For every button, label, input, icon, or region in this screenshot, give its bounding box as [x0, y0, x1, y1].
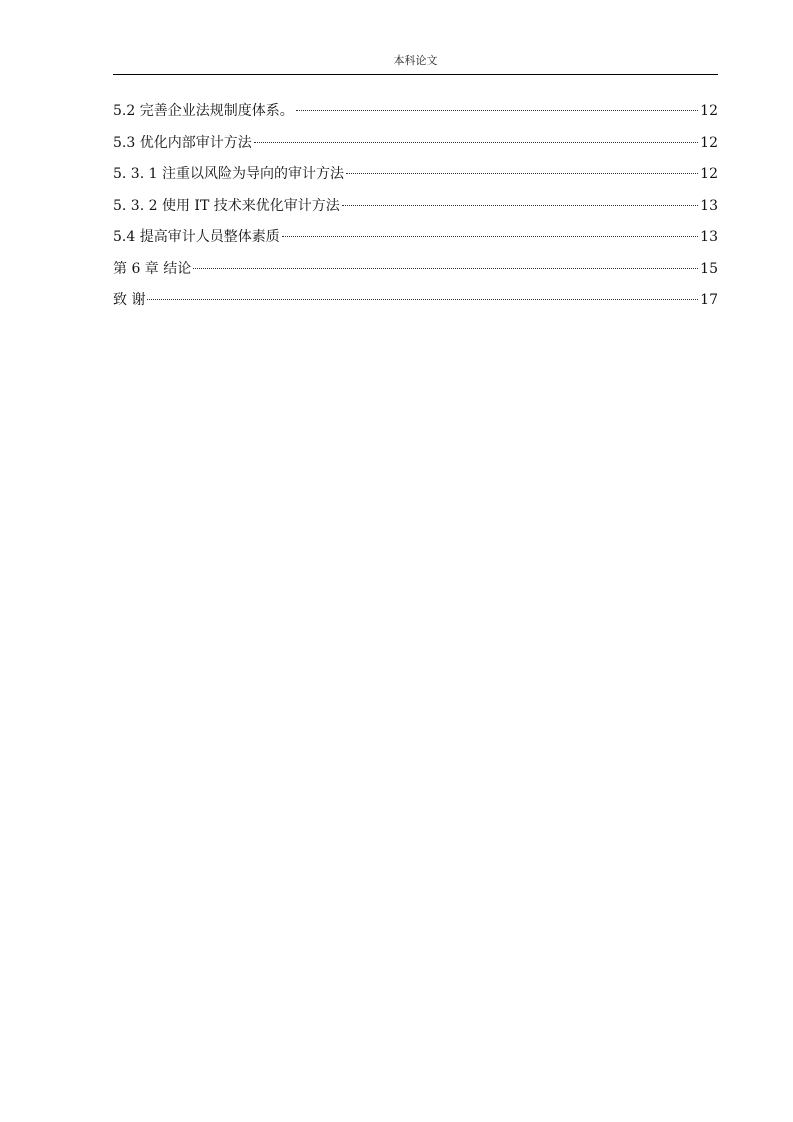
toc-leader-dots: [342, 205, 698, 206]
toc-entry-page: 15: [700, 260, 718, 277]
toc-entry-page: 12: [700, 166, 718, 182]
page-header: 本科论文: [393, 54, 438, 67]
toc-entry[interactable]: [113, 226, 718, 258]
toc-entry-page: 12: [700, 134, 718, 151]
toc-entry-title: 5.4 提高审计人员整体素质: [113, 229, 280, 245]
toc-entry-page: 13: [700, 229, 718, 245]
toc-entry-page: 12: [700, 103, 718, 119]
header-rule: [113, 74, 718, 75]
toc-leader-dots: [282, 236, 698, 237]
toc-entry-title: 5. 3. 1 注重以风险为导向的审计方法: [113, 166, 344, 182]
toc-entry-page: 17: [700, 292, 718, 308]
table-of-contents: [113, 100, 718, 321]
toc-entry[interactable]: [113, 163, 718, 195]
toc-entry[interactable]: [113, 195, 718, 227]
toc-entry[interactable]: [113, 100, 718, 132]
toc-entry[interactable]: [113, 258, 718, 290]
toc-entry-title: 5. 3. 2 使用 IT 技术来优化审计方法: [113, 197, 340, 214]
toc-leader-dots: [346, 173, 698, 174]
toc-leader-dots: [193, 268, 698, 269]
toc-leader-dots: [147, 299, 698, 300]
toc-entry-title: 致 谢: [113, 292, 146, 308]
toc-entry[interactable]: [113, 289, 718, 321]
toc-entry-title: 第 6 章 结论: [113, 260, 192, 277]
toc-leader-dots: [296, 110, 698, 111]
toc-entry-page: 13: [700, 197, 718, 214]
toc-entry-title: 5.2 完善企业法规制度体系。: [113, 103, 294, 119]
toc-entry[interactable]: [113, 132, 718, 164]
toc-entry-title: 5.3 优化内部审计方法: [113, 134, 252, 151]
toc-leader-dots: [254, 142, 698, 143]
